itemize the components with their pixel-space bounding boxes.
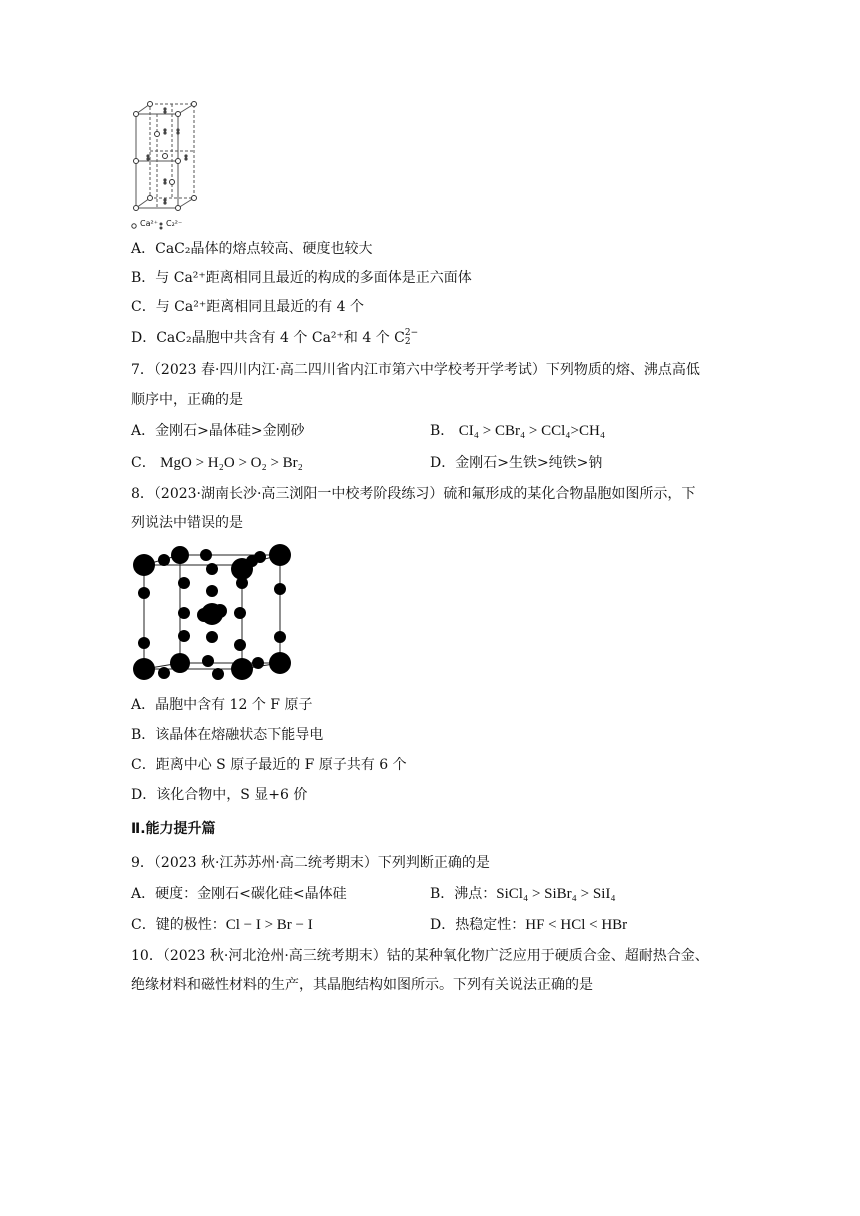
q9-option-c-label: C．键的极性： [131, 917, 226, 933]
q7-stem-line1: 7．（2023 春·四川内江·高二四川省内江市第六中学校考开学考试）下列物质的熔、沸点高低 [131, 362, 700, 378]
q8-option-d: D．该化合物中，S 显+6 价 [131, 787, 308, 803]
q9-stem: 9．（2023 秋·江苏苏州·高二统考期末）下列判断正确的是 [131, 855, 490, 871]
q6-option-a: A．CaC₂晶体的熔点较高、硬度也较大 [131, 241, 373, 257]
q8-stem-line1: 8．（2023·湖南长沙·高三浏阳一中校考阶段练习）硫和氟形成的某化合物晶胞如图所示，下 [131, 486, 696, 502]
q10-stem-line1: 10．（2023 秋·河北沧州·高三统考期末）钴的某种氧化物广泛应用于硬质合金、超耐热合金、 [131, 948, 709, 964]
q7-option-c [131, 453, 303, 473]
cac2-cell-figure [128, 100, 208, 234]
cac2-cell-drawing [128, 100, 208, 234]
c2-subscript: 2 [404, 337, 411, 347]
q7-option-c-expr: MgO > H₂O > O₂ > Br₂ [160, 455, 303, 471]
q9-option-b [430, 884, 616, 904]
q9-option-a: A．硬度：金刚石<碳化硅<晶体硅 [131, 886, 347, 902]
q8-option-b: B．该晶体在熔融状态下能导电 [131, 727, 324, 743]
q8-option-c: C．距离中心 S 原子最近的 F 原子共有 6 个 [131, 757, 407, 773]
c2-charge: 2− [404, 328, 419, 338]
q9-option-d-expr: HF < HCl < HBr [525, 917, 628, 933]
q8-stem-line2: 列说法中错误的是 [131, 515, 243, 531]
section-heading: Ⅱ.能力提升篇 [131, 821, 216, 837]
q9-option-c-expr: Cl − I > Br − I [225, 917, 313, 933]
q8-option-a: A．晶胞中含有 12 个 F 原子 [131, 697, 313, 713]
q9-option-b-expr: SiCl₄ > SiBr₄ > SiI₄ [496, 886, 616, 902]
q7-option-b-label: B． [430, 423, 455, 439]
sf-cell-drawing [128, 543, 300, 687]
q6-option-b: B．与 Ca²⁺距离相同且最近的构成的多面体是正六面体 [131, 270, 472, 286]
q9-option-d-label: D．热稳定性： [430, 917, 526, 933]
q7-option-a: A．金刚石>晶体硅>金刚砂 [131, 423, 305, 439]
q7-option-c-label: C． [131, 455, 156, 471]
q6-option-c: C．与 Ca²⁺距离相同且最近的有 4 个 [131, 299, 365, 315]
q9-option-d [430, 915, 627, 935]
sf-cell-figure [128, 543, 300, 687]
q7-option-b-expr: CI₄ > CBr₄ > CCl₄>CH₄ [458, 423, 606, 439]
q10-stem-line2: 绝缘材料和磁性材料的生产，其晶胞结构如图所示。下列有关说法正确的是 [131, 977, 593, 993]
legend-ca: Ca²⁺ [140, 219, 158, 228]
q7-option-d: D．金刚石>生铁>纯铁>钠 [430, 455, 603, 471]
q9-option-c [131, 915, 313, 935]
q9-option-b-label: B．沸点： [430, 886, 497, 902]
c2-ion-script [405, 329, 418, 347]
q7-option-b [430, 421, 605, 441]
q7-stem-line2: 顺序中，正确的是 [131, 392, 243, 408]
legend-c2: C₂²⁻ [166, 219, 183, 228]
q6-option-d [131, 328, 418, 348]
q6-option-d-text: D．CaC₂晶胞中共含有 4 个 Ca²⁺和 4 个 C [131, 330, 405, 346]
